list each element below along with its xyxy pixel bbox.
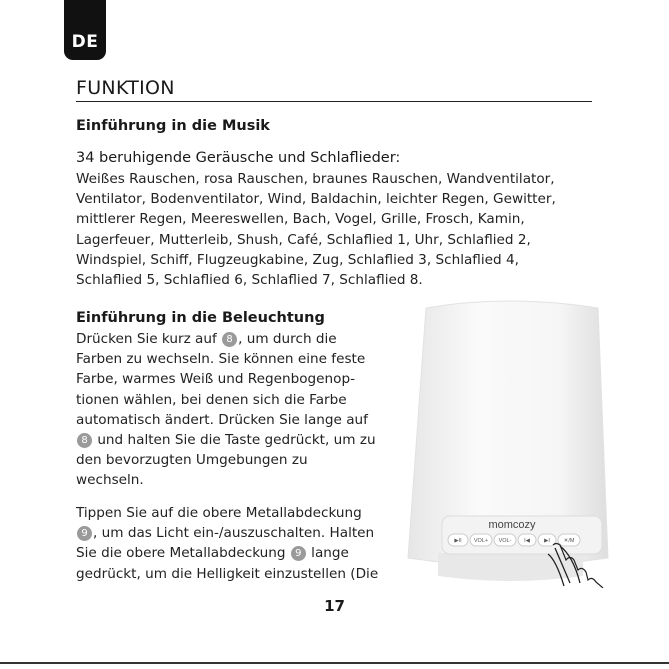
volume-up-button: VOL+ [473, 538, 489, 544]
section-title: FUNKTION [76, 77, 175, 99]
badge-8: 8 [77, 433, 92, 448]
previous-button: I◀ [524, 538, 530, 544]
badge-9: 9 [291, 546, 306, 561]
language-tab [64, 0, 106, 60]
music-subheading: 34 beruhigende Geräusche und Schlaflieder: [76, 150, 401, 166]
text: tionen wählen, bei denen sich die Farbe [76, 391, 347, 408]
text: lange [311, 545, 349, 562]
text: Farbe, warmes Weiß und Regenbogenop- [76, 371, 355, 388]
text: , um das Licht ein-/auszuschalten. Halten [93, 525, 375, 542]
music-line: mittlerer Regen, Meereswellen, Bach, Vogel, Grille, Frosch, Kamin, [76, 211, 525, 228]
music-line: Ventilator, Bodenventilator, Wind, Baldachin, leichter Regen, Gewitter, [76, 191, 556, 208]
music-line: Windspiel, Schiff, Flugzeugkabine, Zug, Schlaflied 3, Schlaflied 4, [76, 251, 519, 268]
music-list [76, 169, 556, 290]
music-line: Lagerfeuer, Mutterleib, Shush, Café, Schlaflied 1, Uhr, Schlaflied 2, [76, 231, 531, 248]
play-pause-button: ▶II [454, 538, 462, 544]
text: automatisch ändert. Drücken Sie lange auf [76, 411, 368, 428]
light-heading: Einführung in die Beleuchtung [76, 310, 325, 326]
badge-8: 8 [222, 332, 237, 347]
light-mode-button: ☀/M [563, 538, 575, 544]
music-line: Schlaflied 5, Schlaflied 6, Schlaflied 7, Schlaflied 8. [76, 272, 423, 289]
text: Sie die obere Metallabdeckung [76, 545, 286, 562]
music-line: Weißes Rauschen, rosa Rauschen, braunes Rauschen, Wandventilator, [76, 171, 555, 187]
music-heading: Einführung in die Musik [76, 118, 270, 134]
next-button: ▶I [544, 538, 550, 544]
text: den bevorzugten Umgebungen zu [76, 452, 308, 469]
badge-9: 9 [77, 526, 92, 541]
text: und halten Sie die Taste gedrückt, um zu [93, 432, 376, 449]
light-paragraph-2 [76, 503, 378, 584]
title-divider [76, 101, 592, 102]
text: Drücken Sie kurz auf [76, 331, 217, 347]
text: Farben zu wechseln. Sie können eine feste [76, 351, 366, 368]
device-brand: momcozy [488, 519, 536, 531]
text: wechseln. [76, 472, 144, 489]
text: gedrückt, um die Helligkeit einzustellen (Die [76, 565, 379, 582]
text: , um durch die [238, 331, 337, 347]
text: Tippen Sie auf die obere Metallabdeckung [76, 505, 362, 521]
volume-down-button: VOL- [498, 538, 512, 544]
page-number: 17 [324, 597, 345, 615]
language-label: DE [71, 32, 99, 52]
page-bottom-edge [0, 662, 669, 664]
light-paragraph-1 [76, 329, 376, 491]
sound-machine-illustration [398, 298, 618, 588]
